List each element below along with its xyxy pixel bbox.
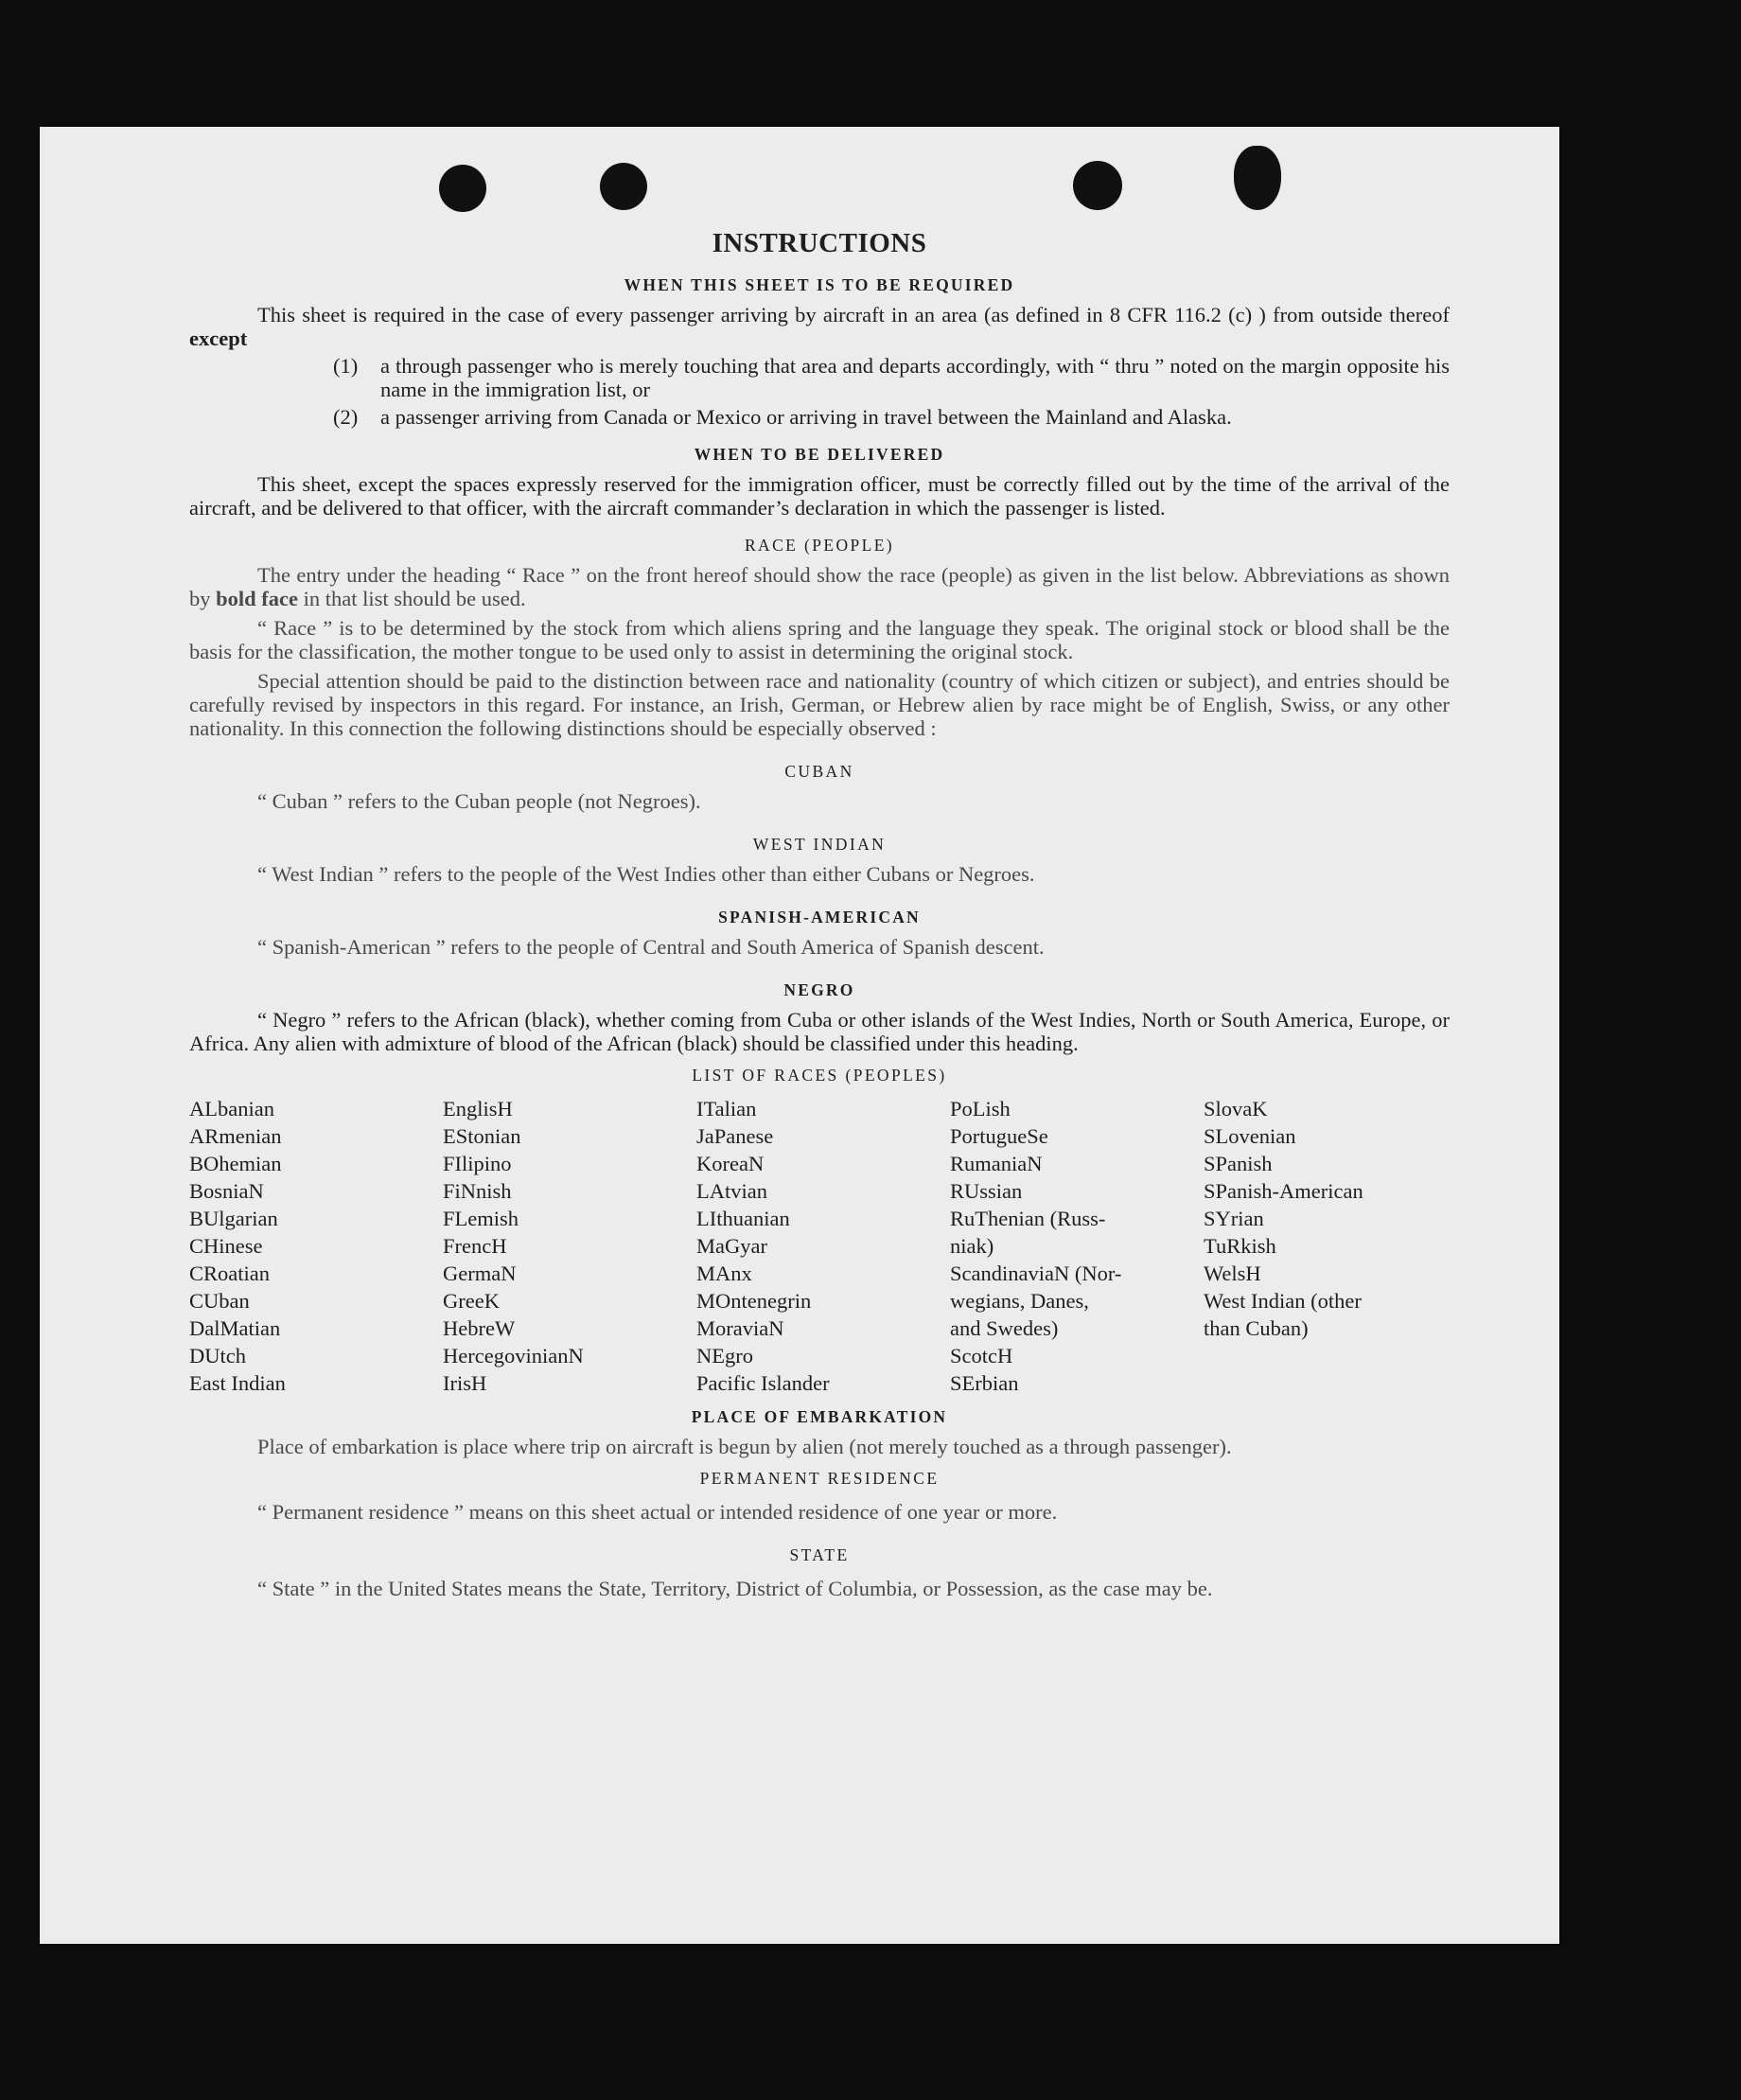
paragraph-cuban: “ Cuban ” refers to the Cuban people (not Negroes). — [257, 789, 701, 813]
race-entry: GreeK — [443, 1289, 500, 1313]
race-entry: MOntenegrin — [696, 1289, 812, 1313]
race-entry: SLovenian — [1204, 1124, 1296, 1148]
heading-when-required: WHEN THIS SHEET IS TO BE REQUIRED — [624, 275, 1015, 294]
race-entry: CRoatian — [189, 1262, 270, 1285]
heading-west-indian: WEST INDIAN — [752, 835, 887, 854]
race-entry: SlovaK — [1204, 1097, 1268, 1121]
race-entry-continuation: wegians, Danes, — [950, 1289, 1089, 1313]
race-entry: KoreaN — [696, 1152, 765, 1175]
race-entry: West Indian (other — [1204, 1289, 1362, 1313]
heading-race: RACE (PEOPLE) — [744, 536, 895, 555]
punch-hole-3 — [1073, 161, 1122, 210]
race-entry: ALbanian — [189, 1097, 274, 1121]
document-body — [189, 227, 1450, 1600]
race-entry: LIthuanian — [696, 1207, 790, 1230]
race-entry: BUlgarian — [189, 1207, 278, 1230]
race-entry: SErbian — [950, 1371, 1019, 1395]
race-entry: CUban — [189, 1289, 250, 1313]
heading-list-of-races: LIST OF RACES (PEOPLES) — [692, 1066, 947, 1085]
race-column-5 — [1204, 1095, 1450, 1397]
race-entry: MAnx — [696, 1262, 752, 1285]
punch-hole-4 — [1234, 146, 1281, 210]
race-entry: DUtch — [189, 1344, 246, 1368]
race-entry: EStonian — [443, 1124, 521, 1148]
list-item — [189, 354, 1450, 401]
list-item-number: (1) — [333, 354, 359, 378]
race-entry: IrisH — [443, 1371, 487, 1395]
race-entry: BosniaN — [189, 1179, 264, 1203]
race-entry: JaPanese — [696, 1124, 774, 1148]
race-entry: FLemish — [443, 1207, 519, 1230]
race-entry: MaGyar — [696, 1234, 767, 1258]
list-item — [189, 405, 1450, 429]
list-item-number: (2) — [333, 405, 359, 429]
race-p1-text-b: in that list should be used. — [303, 587, 526, 610]
heading-when-delivered: WHEN TO BE DELIVERED — [694, 445, 945, 464]
race-entry-continuation: niak) — [950, 1234, 994, 1258]
race-entry: RumaniaN — [950, 1152, 1043, 1175]
race-entry: SPanish — [1204, 1152, 1273, 1175]
list-item-text: a passenger arriving from Canada or Mexico or arriving in travel between the Mainland and Alaska. — [380, 405, 1232, 429]
list-item-text: a through passenger who is merely touching that area and departs accordingly, with “ thru ” noted on the margin opposite his name in the immigration list, or — [380, 354, 1450, 401]
heading-embarkation: PLACE OF EMBARKATION — [691, 1407, 948, 1426]
race-entry: East Indian — [189, 1371, 286, 1395]
race-entry: WelsH — [1204, 1262, 1261, 1285]
race-entry-continuation: than Cuban) — [1204, 1316, 1309, 1340]
race-entry: LAtvian — [696, 1179, 767, 1203]
paragraph-race-2: “ Race ” is to be determined by the stock from which aliens spring and the language they speak. The original stock or blood shall be the basis for the classification, the mother tongue to be used only to assist in determining the original stock. — [189, 616, 1450, 663]
heading-state: STATE — [789, 1545, 850, 1564]
race-entry: SYrian — [1204, 1207, 1264, 1230]
race-entry: DalMatian — [189, 1316, 281, 1340]
race-entry: RUssian — [950, 1179, 1023, 1203]
race-entry: CHinese — [189, 1234, 263, 1258]
race-column-4 — [950, 1095, 1204, 1397]
punch-hole-2 — [600, 163, 647, 210]
race-entry: HercegovinianN — [443, 1344, 584, 1368]
paragraph-race-3: Special attention should be paid to the distinction between race and nationality (country of which citizen or subject), and entries should be carefully revised by inspectors in this regard. For instance, an Irish, German, or Hebrew alien by race might be of English, Swiss, or any other nationality. In this connection the following distinctions should be especially observed : — [189, 669, 1450, 740]
paragraph-west-indian: “ West Indian ” refers to the people of the West Indies other than either Cubans or Negroes. — [257, 862, 1035, 886]
race-entry: ITalian — [696, 1097, 757, 1121]
heading-spanish-american: SPANISH-AMERICAN — [718, 908, 921, 926]
race-list — [189, 1095, 1450, 1397]
paragraph-required-intro — [189, 303, 1450, 350]
race-column-3 — [696, 1095, 950, 1397]
race-entry: Pacific Islander — [696, 1371, 830, 1395]
race-entry: RuThenian (Russ- — [950, 1207, 1106, 1230]
required-intro-except: except — [189, 326, 248, 350]
race-entry: FiNnish — [443, 1179, 512, 1203]
instruction-sheet — [40, 127, 1559, 1944]
paragraph-negro: “ Negro ” refers to the African (black), whether coming from Cuba or other islands of the West Indies, North or South America, Europe, or Africa. Any alien with admixture of blood of the African (black) should be classified under this heading. — [189, 1008, 1450, 1055]
race-entry: ScandinaviaN (Nor- — [950, 1262, 1122, 1285]
page-title: INSTRUCTIONS — [712, 228, 927, 258]
race-entry: ScotcH — [950, 1344, 1013, 1368]
race-entry: FrencH — [443, 1234, 507, 1258]
paragraph-embarkation: Place of embarkation is place where trip on aircraft is begun by alien (not merely touched as a through passenger). — [257, 1435, 1232, 1458]
race-p1-text-a: The entry under the heading “ Race ” on the front hereof should show the race (people) as given in the list below. Abbreviations as shown by — [189, 563, 1450, 610]
race-entry-continuation: and Swedes) — [950, 1316, 1059, 1340]
paragraph-spanish-american: “ Spanish-American ” refers to the people of Central and South America of Spanish descent. — [257, 935, 1045, 959]
race-entry: ARmenian — [189, 1124, 282, 1148]
race-entry: TuRkish — [1204, 1234, 1276, 1258]
race-entry: GermaN — [443, 1262, 517, 1285]
paragraph-state: “ State ” in the United States means the State, Territory, District of Columbia, or Possession, as the case may be. — [257, 1577, 1213, 1600]
race-entry: FIlipino — [443, 1152, 512, 1175]
race-column-2 — [443, 1095, 696, 1397]
race-entry: EnglisH — [443, 1097, 513, 1121]
race-entry: PortugueSe — [950, 1124, 1048, 1148]
heading-permanent-residence: PERMANENT RESIDENCE — [699, 1469, 940, 1488]
race-p1-bold: bold face — [216, 587, 298, 610]
required-intro-text: This sheet is required in the case of every passenger arriving by aircraft in an area (as defined in 8 CFR 116.2 (c) ) from outside thereof — [257, 303, 1450, 326]
race-entry: HebreW — [443, 1316, 516, 1340]
heading-negro: NEGRO — [783, 980, 855, 999]
race-entry: PoLish — [950, 1097, 1011, 1121]
race-entry: SPanish-American — [1204, 1179, 1363, 1203]
race-entry: NEgro — [696, 1344, 753, 1368]
race-column-1 — [189, 1095, 443, 1397]
punch-hole-1 — [439, 165, 486, 212]
race-entry: BOhemian — [189, 1152, 282, 1175]
paragraph-delivered: This sheet, except the spaces expressly reserved for the immigration officer, must be correctly filled out by the time of the arrival of the aircraft, and be delivered to that officer, with the aircraft commander’s declaration in which the passenger is listed. — [189, 472, 1450, 520]
race-entry: MoraviaN — [696, 1316, 784, 1340]
paragraph-permanent-residence: “ Permanent residence ” means on this sheet actual or intended residence of one year or more. — [257, 1500, 1058, 1524]
heading-cuban: CUBAN — [784, 762, 854, 781]
paragraph-race-1 — [189, 563, 1450, 610]
